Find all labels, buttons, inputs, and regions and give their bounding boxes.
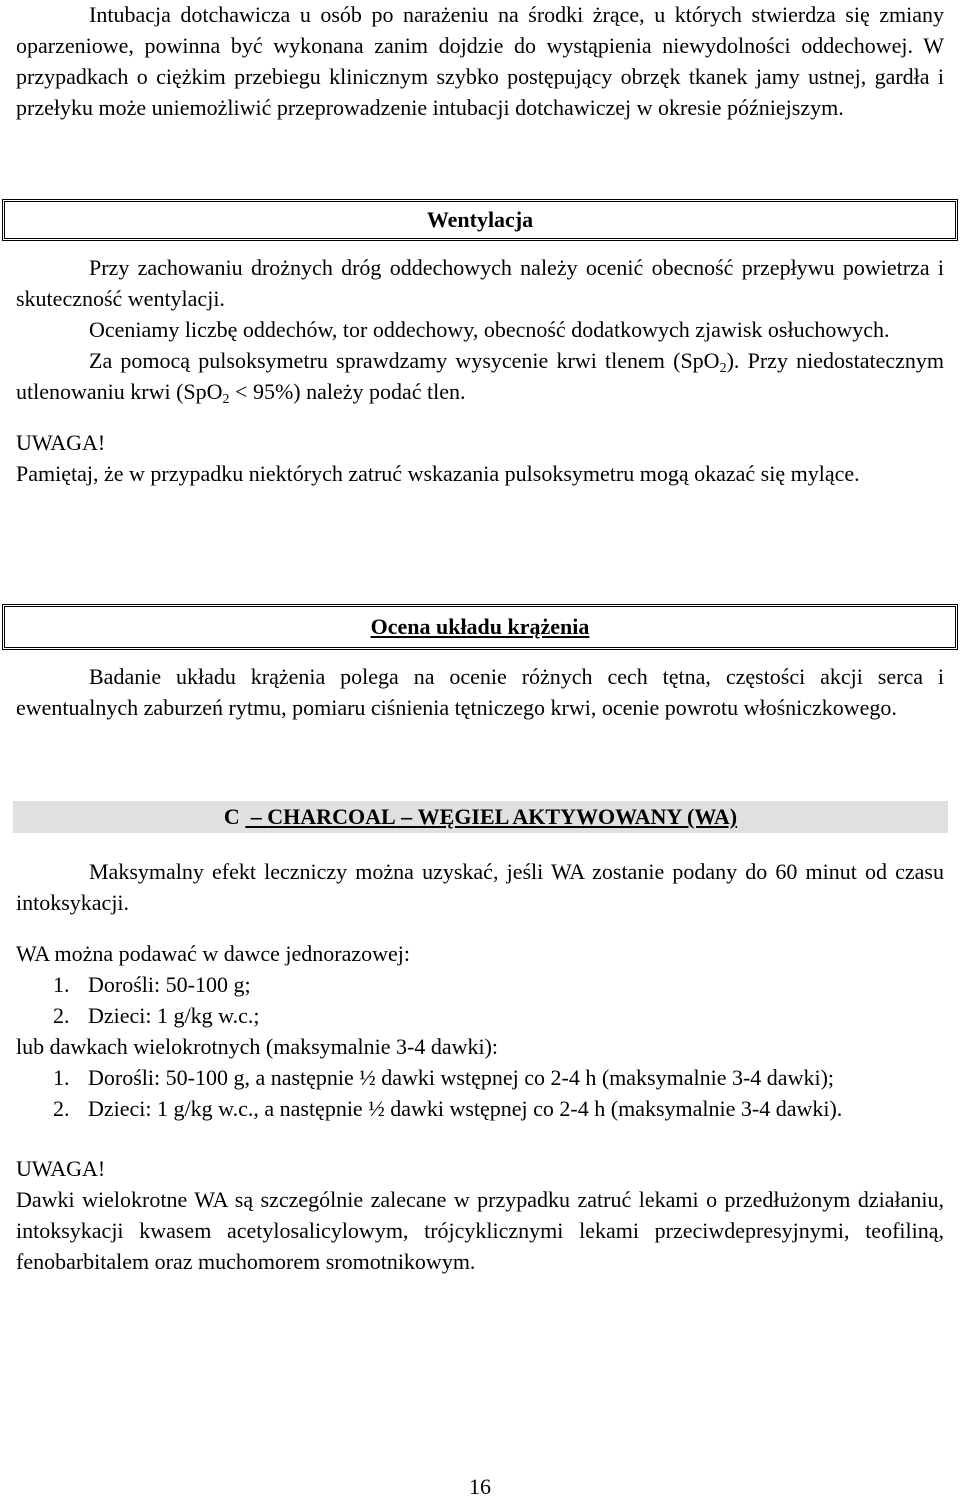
krazenie-paragraph: Badanie układu krążenia polega na ocenie różnych cech tętna, częstości akcji serca i ewentualnych zaburzeń rytmu, pomiaru ciśnienia tętniczego krwi, ocenie powrotu włośniczkowego.: [16, 664, 944, 720]
wentylacja-paragraph-1: Przy zachowaniu drożnych dróg oddechowych należy ocenić obecność przepływu powietrza i skuteczność wentylacji.: [16, 255, 944, 311]
charcoal-section: [16, 856, 944, 1277]
krazenie-section: [16, 661, 944, 723]
intro-paragraph: Intubacja dotchawicza u osób po narażeniu na środki żrące, u których stwierdza się zmiany oparzeniowe, powinna być wykonana zanim dojdzie do wystąpienia niewydolności oddechowej. W przypadkach o ciężkim przebiegu klinicznym szybko postępujący obrzęk tkanek jamy ustnej, gardła i przełyku może uniemożliwić przeprowadzenie intubacji dotchawiczej w okresie późniejszym.: [16, 2, 944, 120]
heading-rest: WĘGIEL AKTYWOWANY (WA): [417, 804, 738, 829]
heading-text: Ocena układu krążenia: [370, 614, 590, 639]
warning-label: UWAGA!: [16, 1156, 106, 1181]
warning-text: Pamiętaj, że w przypadku niektórych zatruć wskazania pulsoksymetru mogą okazać się mylące.: [16, 461, 860, 486]
multi-dose-list: [16, 1062, 944, 1124]
multi-dose-intro: lub dawkach wielokrotnych (maksymalnie 3-4 dawki):: [16, 1034, 499, 1059]
list-item: 2. Dzieci: 1 g/kg w.c.;: [53, 1003, 260, 1028]
section-heading-krazenie: [2, 604, 958, 650]
heading-c: C: [223, 804, 240, 829]
wentylacja-paragraph-2: Oceniamy liczbę oddechów, tor oddechowy, obecność dodatkowych zjawisk osłuchowych.: [89, 317, 890, 342]
charcoal-paragraph: Maksymalny efekt leczniczy można uzyskać, jeśli WA zostanie podany do 60 minut od czasu intoksykacji.: [16, 859, 944, 915]
section-heading-wentylacja: [2, 199, 958, 241]
single-dose-intro: WA można podawać w dawce jednorazowej:: [16, 941, 411, 966]
heading-charcoal: CHARCOAL: [267, 804, 396, 829]
wentylacja-section: [16, 252, 944, 489]
warning-text: Dawki wielokrotne WA są szczególnie zalecane w przypadku zatruć lekami o przedłużonym działaniu, intoksykacji kwasem acetylosalicylowym, trójcyklicznymi lekami przeciwdepresyjnymi, teofiliną, fenobarbitalem oraz muchomorem sromotnikowym.: [16, 1187, 944, 1274]
heading-text: Wentylacja: [426, 207, 534, 232]
page-number: 16: [469, 1474, 491, 1499]
single-dose-list: [16, 969, 944, 1031]
list-item: 1. Dorośli: 50-100 g, a następnie ½ dawki wstępnej co 2-4 h (maksymalnie 3-4 dawki);: [53, 1065, 835, 1090]
warning-label: UWAGA!: [16, 430, 106, 455]
wentylacja-paragraph-3: Za pomocą pulsoksymetru sprawdzamy wysycenie krwi tlenem (SpO$_2$). Przy niedostatecznym utlenowaniu krwi (SpO$_2$ < 95%) należy podać tlen.: [16, 348, 944, 407]
list-item: 2. Dzieci: 1 g/kg w.c., a następnie ½ dawki wstępnej co 2-4 h (maksymalnie 3-4 dawki).: [53, 1096, 843, 1121]
section-heading-charcoal: C – CHARCOAL – WĘGIEL AKTYWOWANY (WA): [13, 801, 948, 833]
intro-section: [16, 0, 944, 123]
list-item: 1. Dorośli: 50-100 g;: [53, 972, 251, 997]
